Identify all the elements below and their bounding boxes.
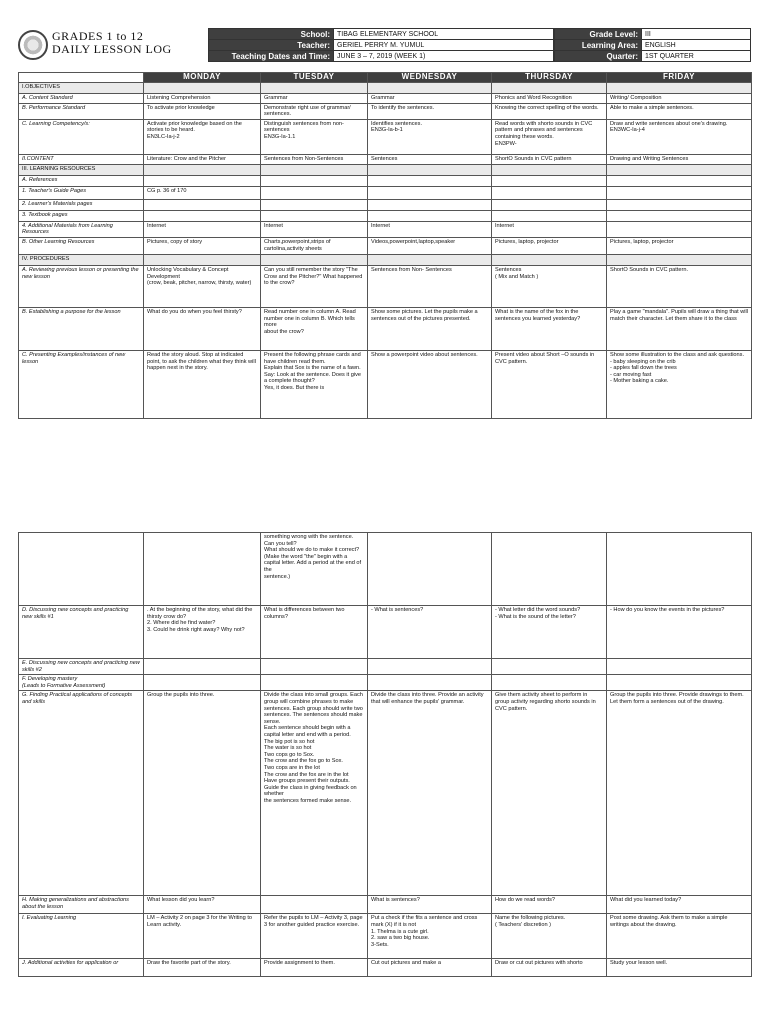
row-label: B. Performance Standard bbox=[19, 103, 144, 119]
table-cell: Internet bbox=[144, 221, 261, 237]
table-cell bbox=[261, 675, 368, 691]
table-cell bbox=[492, 210, 607, 221]
row-label: D. Discussing new concepts and practicing new skills #1 bbox=[19, 606, 144, 659]
row-label: 2. Learner's Materials pages bbox=[19, 199, 144, 210]
table-cell: Draw or cut out pictures with shorto bbox=[492, 959, 607, 977]
table-cell: Group the pupils into three. bbox=[144, 691, 261, 896]
table-cell: LM – Activity 2 on page 3 for the Writing to Learn activity. bbox=[144, 914, 261, 959]
table-row bbox=[19, 606, 752, 659]
table-cell bbox=[144, 82, 261, 93]
table-cell bbox=[368, 210, 492, 221]
table-cell bbox=[261, 186, 368, 199]
school-info-table bbox=[208, 28, 554, 62]
table-row bbox=[19, 93, 752, 103]
table-cell bbox=[261, 82, 368, 93]
table-cell: To identify the sentences. bbox=[368, 103, 492, 119]
teacher-label: Teacher: bbox=[209, 40, 334, 51]
table-row bbox=[19, 175, 752, 186]
grade-info-table bbox=[554, 28, 751, 62]
table-cell: Phonics and Word Recognition bbox=[492, 93, 607, 103]
table-cell: Present video about Short –O sounds in CVC pattern. bbox=[492, 350, 607, 418]
table-cell bbox=[607, 210, 752, 221]
table-cell bbox=[261, 164, 368, 175]
row-label bbox=[19, 533, 144, 606]
table-cell: CG p. 36 of 170 bbox=[144, 186, 261, 199]
page-1 bbox=[18, 28, 751, 419]
table-cell bbox=[368, 186, 492, 199]
table-cell: Divide the class into three. Provide an activity that will enhance the pupils' grammar. bbox=[368, 691, 492, 896]
day-header-blank bbox=[19, 73, 144, 83]
table-cell bbox=[492, 164, 607, 175]
table-row bbox=[19, 82, 752, 93]
day-wednesday: WEDNESDAY bbox=[368, 73, 492, 83]
table-cell: What is differences between two columns? bbox=[261, 606, 368, 659]
day-friday: FRIDAY bbox=[607, 73, 752, 83]
table-row bbox=[19, 265, 752, 307]
table-cell: Sentences from Non- Sentences bbox=[368, 265, 492, 307]
table-row bbox=[19, 210, 752, 221]
table-cell: Writing/ Composition bbox=[607, 93, 752, 103]
table-row bbox=[19, 164, 752, 175]
table-cell: Play a game "mandala". Pupils will draw a thing that will match their character. Let them share it to the class bbox=[607, 307, 752, 350]
school-value: TIBAG ELEMENTARY SCHOOL bbox=[334, 29, 554, 40]
table-cell: Provide assignment to them. bbox=[261, 959, 368, 977]
table-cell bbox=[368, 199, 492, 210]
row-label: I.OBJECTIVES bbox=[19, 82, 144, 93]
table-cell bbox=[492, 675, 607, 691]
table-cell: ShortO Sounds in CVC pattern. bbox=[607, 265, 752, 307]
table-cell: Pictures, laptop, projector bbox=[607, 237, 752, 254]
table-row bbox=[19, 307, 752, 350]
table-cell bbox=[607, 675, 752, 691]
deped-seal-icon bbox=[18, 30, 48, 60]
table-cell bbox=[261, 896, 368, 914]
row-label: A. Content Standard bbox=[19, 93, 144, 103]
table-cell: What did you learned today? bbox=[607, 896, 752, 914]
table-cell: Show some illustration to the class and ask questions. - baby sleeping on the crib - apples fall down the trees - car moving fast - Mother baking a cake. bbox=[607, 350, 752, 418]
table-cell: Show some pictures. Let the pupils make a sentences out of the pictures presented. bbox=[368, 307, 492, 350]
table-cell: . At the beginning of the story, what did the thirsty crow do? 2. Where did he find water? 3. Could he drink right away? Why not? bbox=[144, 606, 261, 659]
table-cell: Grammar bbox=[261, 93, 368, 103]
table-cell bbox=[368, 659, 492, 675]
row-label: A. Reviewing previous lesson or presenting the new lesson bbox=[19, 265, 144, 307]
table-cell bbox=[492, 533, 607, 606]
table-row bbox=[19, 896, 752, 914]
table-cell: Literature: Crow and the Pitcher bbox=[144, 154, 261, 164]
table-cell bbox=[368, 82, 492, 93]
table-cell bbox=[261, 254, 368, 265]
title-line-1: GRADES 1 to 12 bbox=[52, 29, 144, 43]
table-cell: Distinguish sentences from non-sentences EN3G-Ia-1.1 bbox=[261, 119, 368, 154]
table-cell bbox=[607, 82, 752, 93]
quarter-value: 1ST QUARTER bbox=[642, 51, 751, 62]
table-cell: ShortO Sounds in CVC pattern bbox=[492, 154, 607, 164]
table-cell: - What is sentences? bbox=[368, 606, 492, 659]
table-cell bbox=[368, 533, 492, 606]
table-cell bbox=[607, 186, 752, 199]
table-cell: Internet bbox=[368, 221, 492, 237]
table-cell bbox=[368, 175, 492, 186]
table-cell: Group the pupils into three. Provide drawings to them. Let them form a sentences out of the drawing. bbox=[607, 691, 752, 896]
table-row bbox=[19, 237, 752, 254]
table-cell bbox=[261, 659, 368, 675]
table-row bbox=[19, 119, 752, 154]
day-monday: MONDAY bbox=[144, 73, 261, 83]
table-row bbox=[19, 199, 752, 210]
row-label: 3. Textbook pages bbox=[19, 210, 144, 221]
table-cell bbox=[607, 164, 752, 175]
table-row bbox=[19, 914, 752, 959]
table-cell: Can you still remember the story "The Crow and the Pitcher?" What happened to the crow? bbox=[261, 265, 368, 307]
table-cell bbox=[144, 210, 261, 221]
table-cell: Put a check if the fits a sentence and cross mark (X) if it is not 1. Thelma is a cute girl. 2. saw a two big house. 3-Sets. bbox=[368, 914, 492, 959]
table-cell bbox=[144, 254, 261, 265]
row-label: I. Evaluating Learning bbox=[19, 914, 144, 959]
table-row bbox=[19, 254, 752, 265]
table-cell: What is sentences? bbox=[368, 896, 492, 914]
table-cell: - How do you know the events in the pictures? bbox=[607, 606, 752, 659]
lesson-table-page-2 bbox=[18, 532, 752, 977]
table-cell bbox=[144, 199, 261, 210]
table-cell: Refer the pupils to LM – Activity 3, page 3 for another guided practice exercise. bbox=[261, 914, 368, 959]
day-header-row bbox=[19, 73, 752, 83]
table-cell: Divide the class into small groups. Each group will combine phrases to make sentences. Each group should write two sentences. The sentences should make sense. Each sentence should begin with a capital letter and end with a period. The big pot is so hot The water is so hot Two cops go to Sox. The crow and the fox go to Sox. Two cops are in the lot The crow and the fox are in the lot Have groups present their outputs. Guide the class in giving feedback on whether the sentences formed make sense. bbox=[261, 691, 368, 896]
table-cell: Post some drawing. Ask them to make a simple writings about the drawing. bbox=[607, 914, 752, 959]
day-tuesday: TUESDAY bbox=[261, 73, 368, 83]
table-cell bbox=[144, 164, 261, 175]
row-label: B. Establishing a purpose for the lesson bbox=[19, 307, 144, 350]
row-label: A. References bbox=[19, 175, 144, 186]
table-row bbox=[19, 186, 752, 199]
table-cell: Listening Comprehension bbox=[144, 93, 261, 103]
title-line-2: DAILY LESSON LOG bbox=[52, 42, 172, 56]
table-cell: Charts,powerpoint,strips of cartolina,activity sheets bbox=[261, 237, 368, 254]
table-cell: Present the following phrase cards and have children read them. Explain that Sox is the name of a fawn. Say: Look at the sentence. Does it give a complete thought? Yes, it does. But there is bbox=[261, 350, 368, 418]
area-value: ENGLISH bbox=[642, 40, 751, 51]
table-cell: Pictures, laptop, projector bbox=[492, 237, 607, 254]
table-cell: Knowing the correct spelling of the words. bbox=[492, 103, 607, 119]
row-label: B. Other Learning Resources bbox=[19, 237, 144, 254]
table-cell: Activate prior knowledge based on the stories to be heard. EN3LC-Ia-j-2 bbox=[144, 119, 261, 154]
table-cell bbox=[607, 221, 752, 237]
table-cell bbox=[261, 199, 368, 210]
table-cell: Read number one in column A. Read number one in column B. Which tells more about the crow? bbox=[261, 307, 368, 350]
table-cell: Read the story aloud. Stop at indicated point, to ask the children what they think will happen next in the story. bbox=[144, 350, 261, 418]
table-cell bbox=[607, 659, 752, 675]
table-row bbox=[19, 533, 752, 606]
table-cell: Draw and write sentences about one's drawing. EN3WC-Ia-j-4 bbox=[607, 119, 752, 154]
table-cell: something wrong with the sentence. Can you tell? What should we do to make it correct? (Make the word "the" begin with a capital letter. Add a period at the end of the sentence.) bbox=[261, 533, 368, 606]
table-cell: Videos,powerpoint,laptop,speaker bbox=[368, 237, 492, 254]
table-cell bbox=[368, 164, 492, 175]
page-2 bbox=[18, 532, 751, 977]
quarter-label: Quarter: bbox=[555, 51, 642, 62]
day-thursday: THURSDAY bbox=[492, 73, 607, 83]
table-cell bbox=[368, 675, 492, 691]
table-cell: Cut out pictures and make a bbox=[368, 959, 492, 977]
table-cell: Unlocking Vocabulary & Concept Development (crow, beak, pitcher, narrow, thirsty, water) bbox=[144, 265, 261, 307]
table-cell bbox=[261, 210, 368, 221]
dates-value: JUNE 3 – 7, 2019 (WEEK 1) bbox=[334, 51, 554, 62]
table-cell: Give them activity sheet to perform in group activity regarding shorto sounds in CVC pattern. bbox=[492, 691, 607, 896]
document-title bbox=[52, 30, 172, 56]
table-cell: Identifies sentences. EN3G-Ia-b-1 bbox=[368, 119, 492, 154]
row-label: 1. Teacher's Guide Pages bbox=[19, 186, 144, 199]
row-label: H. Making generalizations and abstractions about the lesson bbox=[19, 896, 144, 914]
table-cell: Read words with shorto sounds in CVC pattern and phrases and sentences containing these words. EN3PW- bbox=[492, 119, 607, 154]
table-cell: Name the following pictures. ( Teachers' discretion ) bbox=[492, 914, 607, 959]
table-row bbox=[19, 103, 752, 119]
table-row bbox=[19, 959, 752, 977]
row-label: C. Learning Competency/s: bbox=[19, 119, 144, 154]
row-label: C. Presenting Examples/instances of new lesson bbox=[19, 350, 144, 418]
teacher-value: GERIEL PERRY M. YUMUL bbox=[334, 40, 554, 51]
grade-value: III bbox=[642, 29, 751, 40]
table-cell: Sentences bbox=[368, 154, 492, 164]
table-cell bbox=[144, 675, 261, 691]
school-label: School: bbox=[209, 29, 334, 40]
lesson-table-page-1 bbox=[18, 72, 752, 419]
table-cell: - What letter did the word sounds? - What is the sound of the letter? bbox=[492, 606, 607, 659]
table-row bbox=[19, 691, 752, 896]
table-cell bbox=[144, 659, 261, 675]
table-cell: What do you do when you feel thirsty? bbox=[144, 307, 261, 350]
table-cell: What is the name of the fox in the sentences you learned yesterday? bbox=[492, 307, 607, 350]
table-row bbox=[19, 350, 752, 418]
table-cell bbox=[607, 199, 752, 210]
row-label: II.CONTENT bbox=[19, 154, 144, 164]
table-cell: Sentences from Non-Sentences bbox=[261, 154, 368, 164]
row-label: III. LEARNING RESOURCES bbox=[19, 164, 144, 175]
table-cell bbox=[607, 533, 752, 606]
table-cell bbox=[492, 186, 607, 199]
table-cell bbox=[144, 533, 261, 606]
row-label: J. Additional activities for application or bbox=[19, 959, 144, 977]
table-cell: Pictures, copy of story bbox=[144, 237, 261, 254]
table-cell: Internet bbox=[492, 221, 607, 237]
row-label: G. Finding Practical applications of concepts and skills bbox=[19, 691, 144, 896]
table-cell: Draw the favorite part of the story. bbox=[144, 959, 261, 977]
row-label: E. Discussing new concepts and practicing new skills #2 bbox=[19, 659, 144, 675]
document-header bbox=[18, 28, 751, 62]
table-row bbox=[19, 675, 752, 691]
table-cell: Demonstrate right use of grammar/ sentences. bbox=[261, 103, 368, 119]
table-cell bbox=[368, 254, 492, 265]
row-label: 4. Additional Materials from Learning Resources bbox=[19, 221, 144, 237]
table-cell: Show a powerpoint video about sentences. bbox=[368, 350, 492, 418]
table-cell: Study your lesson well. bbox=[607, 959, 752, 977]
table-cell: Able to make a simple sentences. bbox=[607, 103, 752, 119]
table-cell bbox=[492, 254, 607, 265]
table-cell: How do we read words? bbox=[492, 896, 607, 914]
grade-label: Grade Level: bbox=[555, 29, 642, 40]
table-cell: Internet bbox=[261, 221, 368, 237]
table-cell: Sentences ( Mix and Match ) bbox=[492, 265, 607, 307]
table-cell: Drawing and Writing Sentences bbox=[607, 154, 752, 164]
table-cell: Grammar bbox=[368, 93, 492, 103]
table-row bbox=[19, 221, 752, 237]
table-cell: What lesson did you learn? bbox=[144, 896, 261, 914]
table-row bbox=[19, 659, 752, 675]
row-label: F. Developing mastery (Leads to Formative Assessment) bbox=[19, 675, 144, 691]
table-cell bbox=[261, 175, 368, 186]
table-cell bbox=[492, 82, 607, 93]
table-cell bbox=[492, 659, 607, 675]
table-cell bbox=[492, 175, 607, 186]
table-cell bbox=[607, 254, 752, 265]
row-label: IV. PROCEDURES bbox=[19, 254, 144, 265]
dates-label: Teaching Dates and Time: bbox=[209, 51, 334, 62]
table-cell bbox=[607, 175, 752, 186]
table-cell bbox=[492, 199, 607, 210]
area-label: Learning Area: bbox=[555, 40, 642, 51]
table-row bbox=[19, 154, 752, 164]
table-cell: To activate prior knowledge bbox=[144, 103, 261, 119]
table-cell bbox=[144, 175, 261, 186]
